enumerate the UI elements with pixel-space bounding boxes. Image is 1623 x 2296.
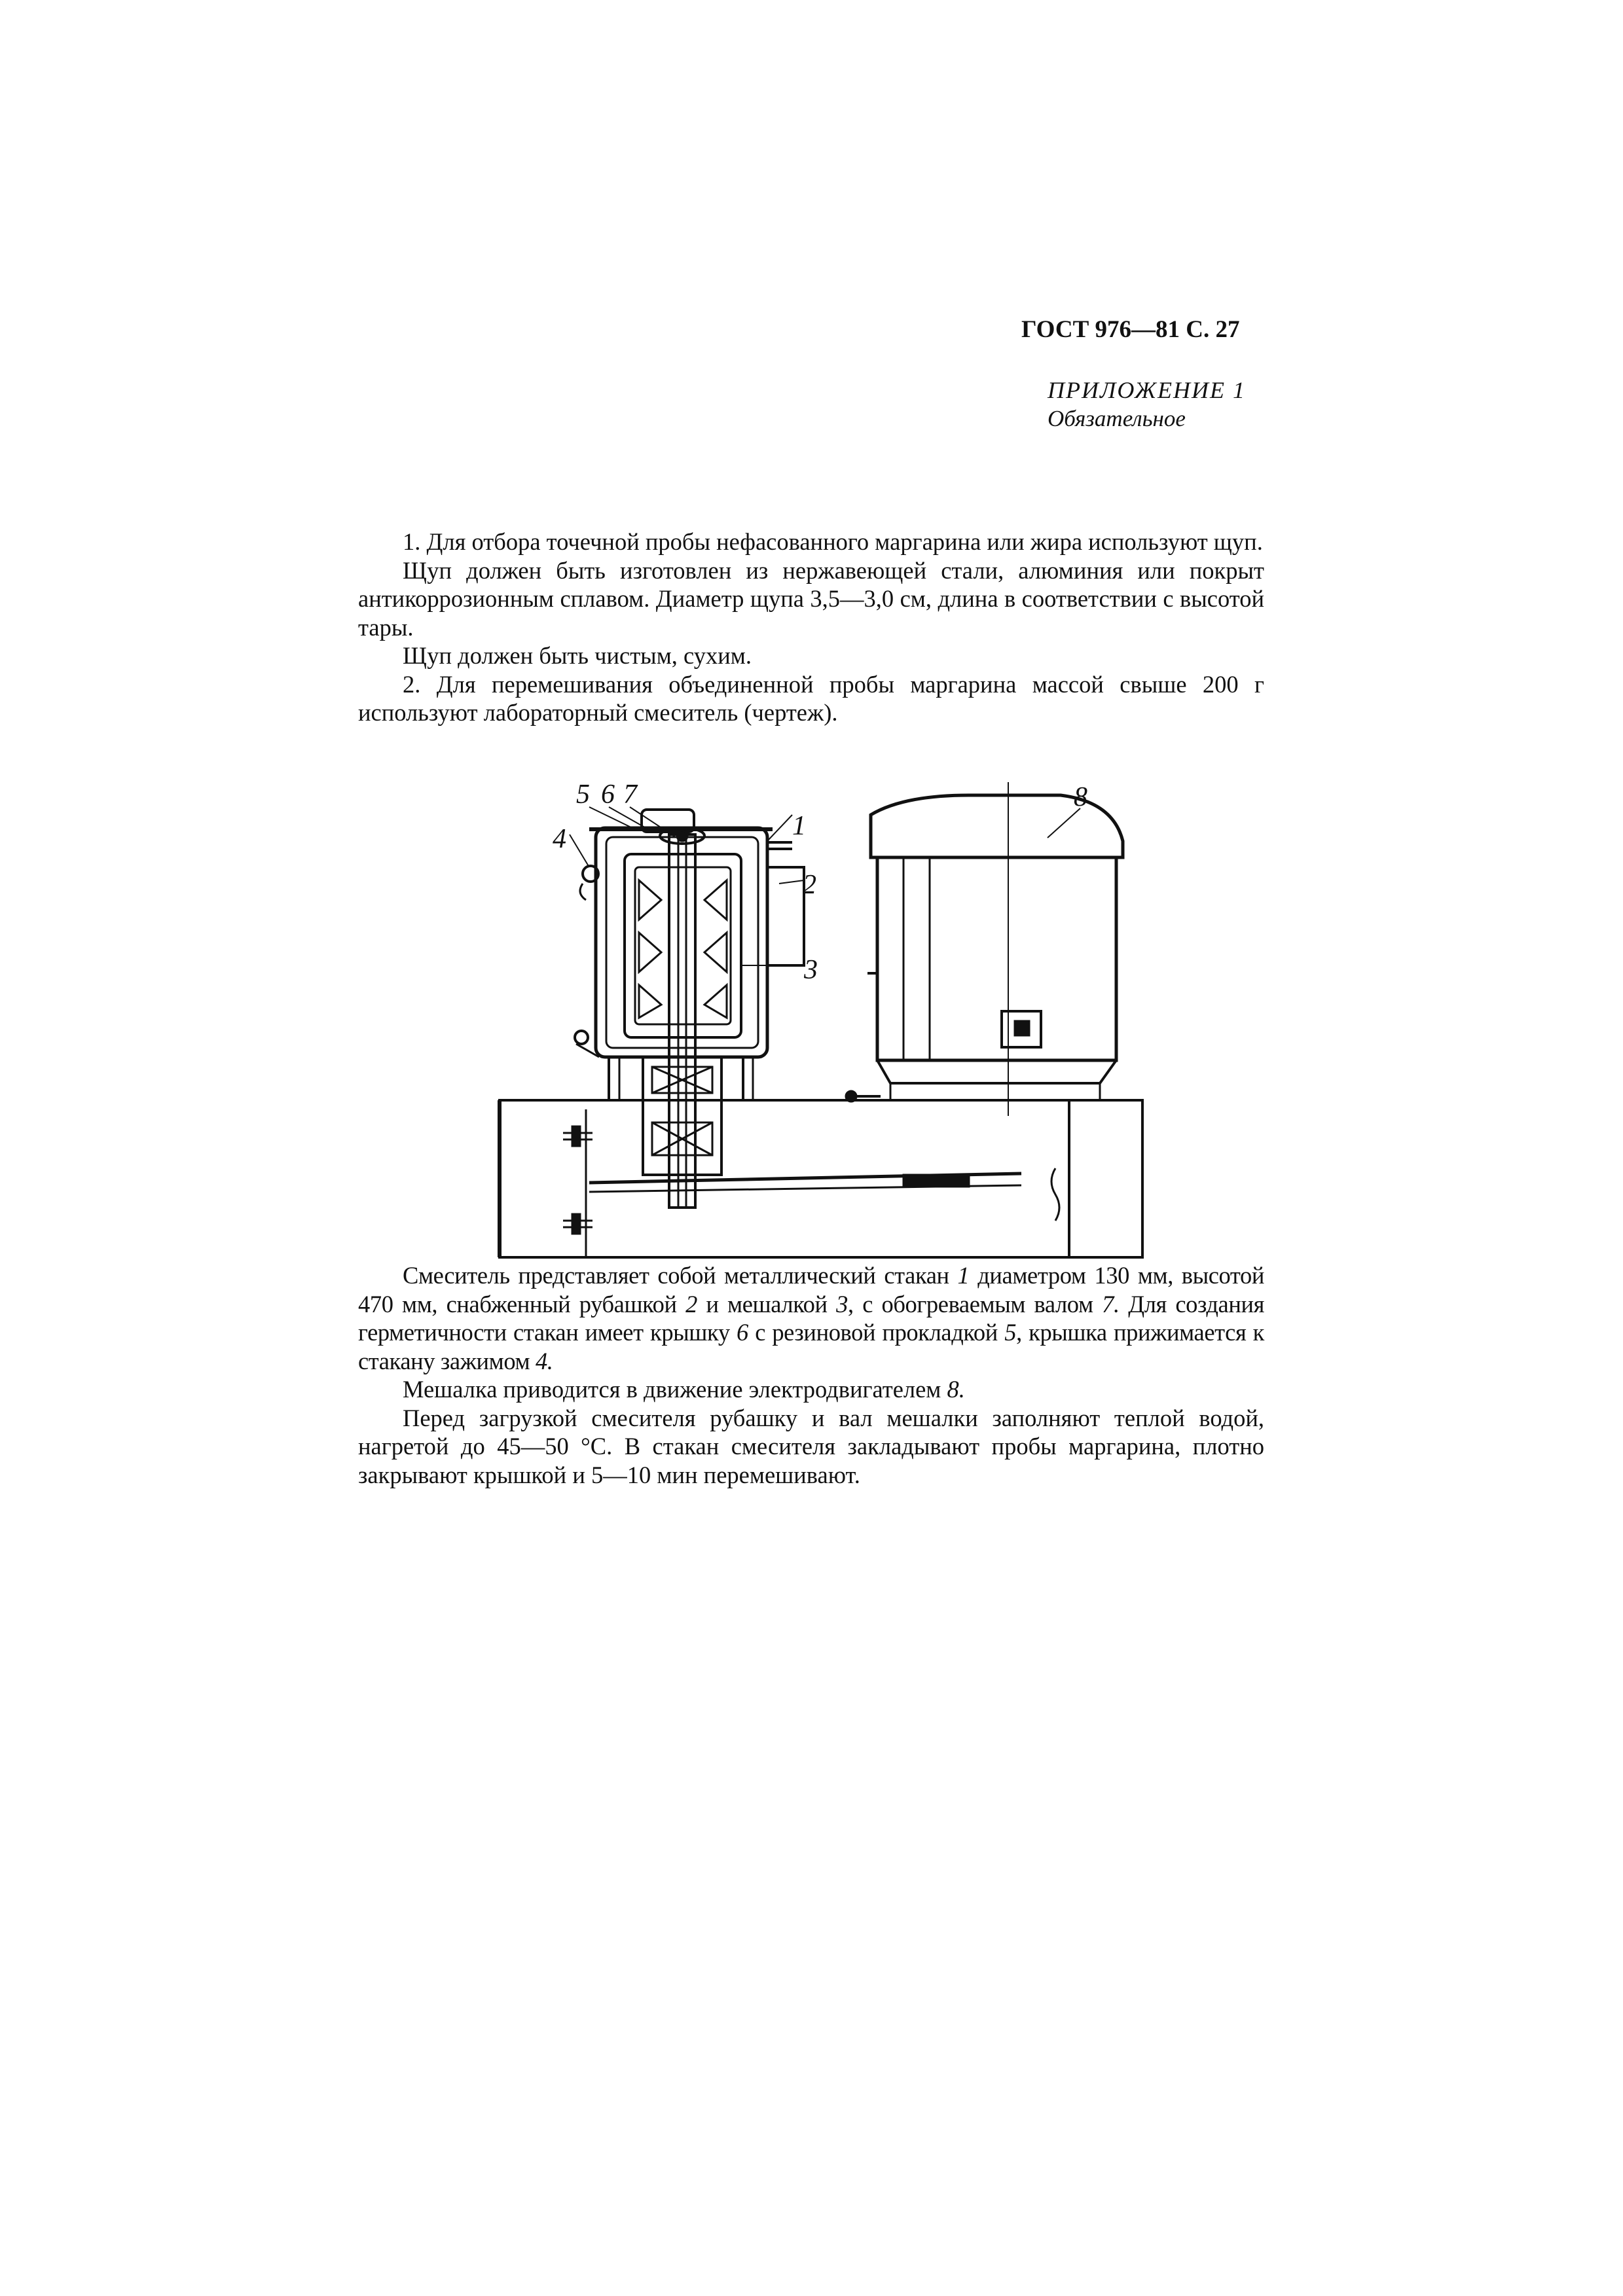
paragraph-motor	[358, 1375, 1264, 1404]
ref-number-8: 8.	[947, 1376, 965, 1403]
ref-number-1: 1	[957, 1262, 970, 1289]
text-fragment: диаметром 130 мм, высотой 470 мм, снабженный рубашкой	[358, 1262, 1264, 1318]
ref-number-4: 4.	[535, 1347, 553, 1374]
figure-label-5: 5	[576, 780, 590, 810]
text-fragment: с резиновой прокладкой	[748, 1319, 1005, 1346]
ref-number-5: 5	[1004, 1319, 1017, 1346]
figure-label-7: 7	[623, 780, 637, 810]
figure-label-6: 6	[601, 780, 615, 810]
text-fragment: , крышка прижимается к стакану зажимом	[358, 1319, 1265, 1374]
mixer-drawing	[484, 769, 1146, 1260]
paragraph-probe-usage: 1. Для отбора точечной пробы нефасованного маргарина или жира используют щуп.	[403, 528, 1263, 555]
paragraph-procedure: Перед загрузкой смесителя рубашку и вал мешалки заполняют теплой водой, нагретой до 45—50 °С. В стакан смесителя закладывают пробы маргарина, плотно закрывают крышкой и 5—10 мин перемешивают.	[358, 1404, 1264, 1488]
paragraph-probe-clean: Щуп должен быть чистым, сухим.	[403, 642, 752, 669]
ref-number-7: 7.	[1102, 1290, 1120, 1318]
appendix-title: ПРИЛОЖЕНИЕ 1	[1048, 377, 1246, 403]
text-fragment: , с обогреваемым валом	[848, 1290, 1103, 1318]
figure-label-1: 1	[792, 811, 806, 841]
text-fragment: Для создания герметичности стакан имеет крышку	[358, 1290, 1265, 1346]
figure-label-4: 4	[553, 824, 566, 854]
text-fragment: и мешалкой	[697, 1290, 837, 1318]
paragraph-mixer-description	[358, 1261, 1264, 1375]
appendix-heading	[1048, 376, 1246, 433]
paragraph-mixer-usage: 2. Для перемешивания объединенной пробы маргарина массой свыше 200 г используют лабораторный смеситель (чертеж).	[358, 670, 1264, 726]
appendix-subtitle: Обязательное	[1048, 406, 1186, 431]
text-fragment: Мешалка приводится в движение электродвигателем	[403, 1376, 947, 1403]
section-1-text	[358, 528, 1264, 727]
figure-label-3: 3	[804, 955, 818, 985]
figure-label-2: 2	[803, 870, 816, 900]
ref-number-2: 2	[685, 1290, 697, 1318]
document-header: ГОСТ 976—81 С. 27	[1021, 316, 1240, 343]
paragraph-probe-material: Щуп должен быть изготовлен из нержавеющей стали, алюминия или покрыт антикоррозионным сплавом. Диаметр щупа 3,5—3,0 см, длина в соответствии с высотой тары.	[358, 556, 1264, 641]
section-2-text	[358, 1261, 1264, 1489]
ref-number-6: 6	[737, 1319, 748, 1346]
text-fragment: Смеситель представляет собой металлический стакан	[403, 1262, 958, 1289]
ref-number-3: 3	[836, 1290, 848, 1318]
figure-label-8: 8	[1074, 782, 1087, 812]
